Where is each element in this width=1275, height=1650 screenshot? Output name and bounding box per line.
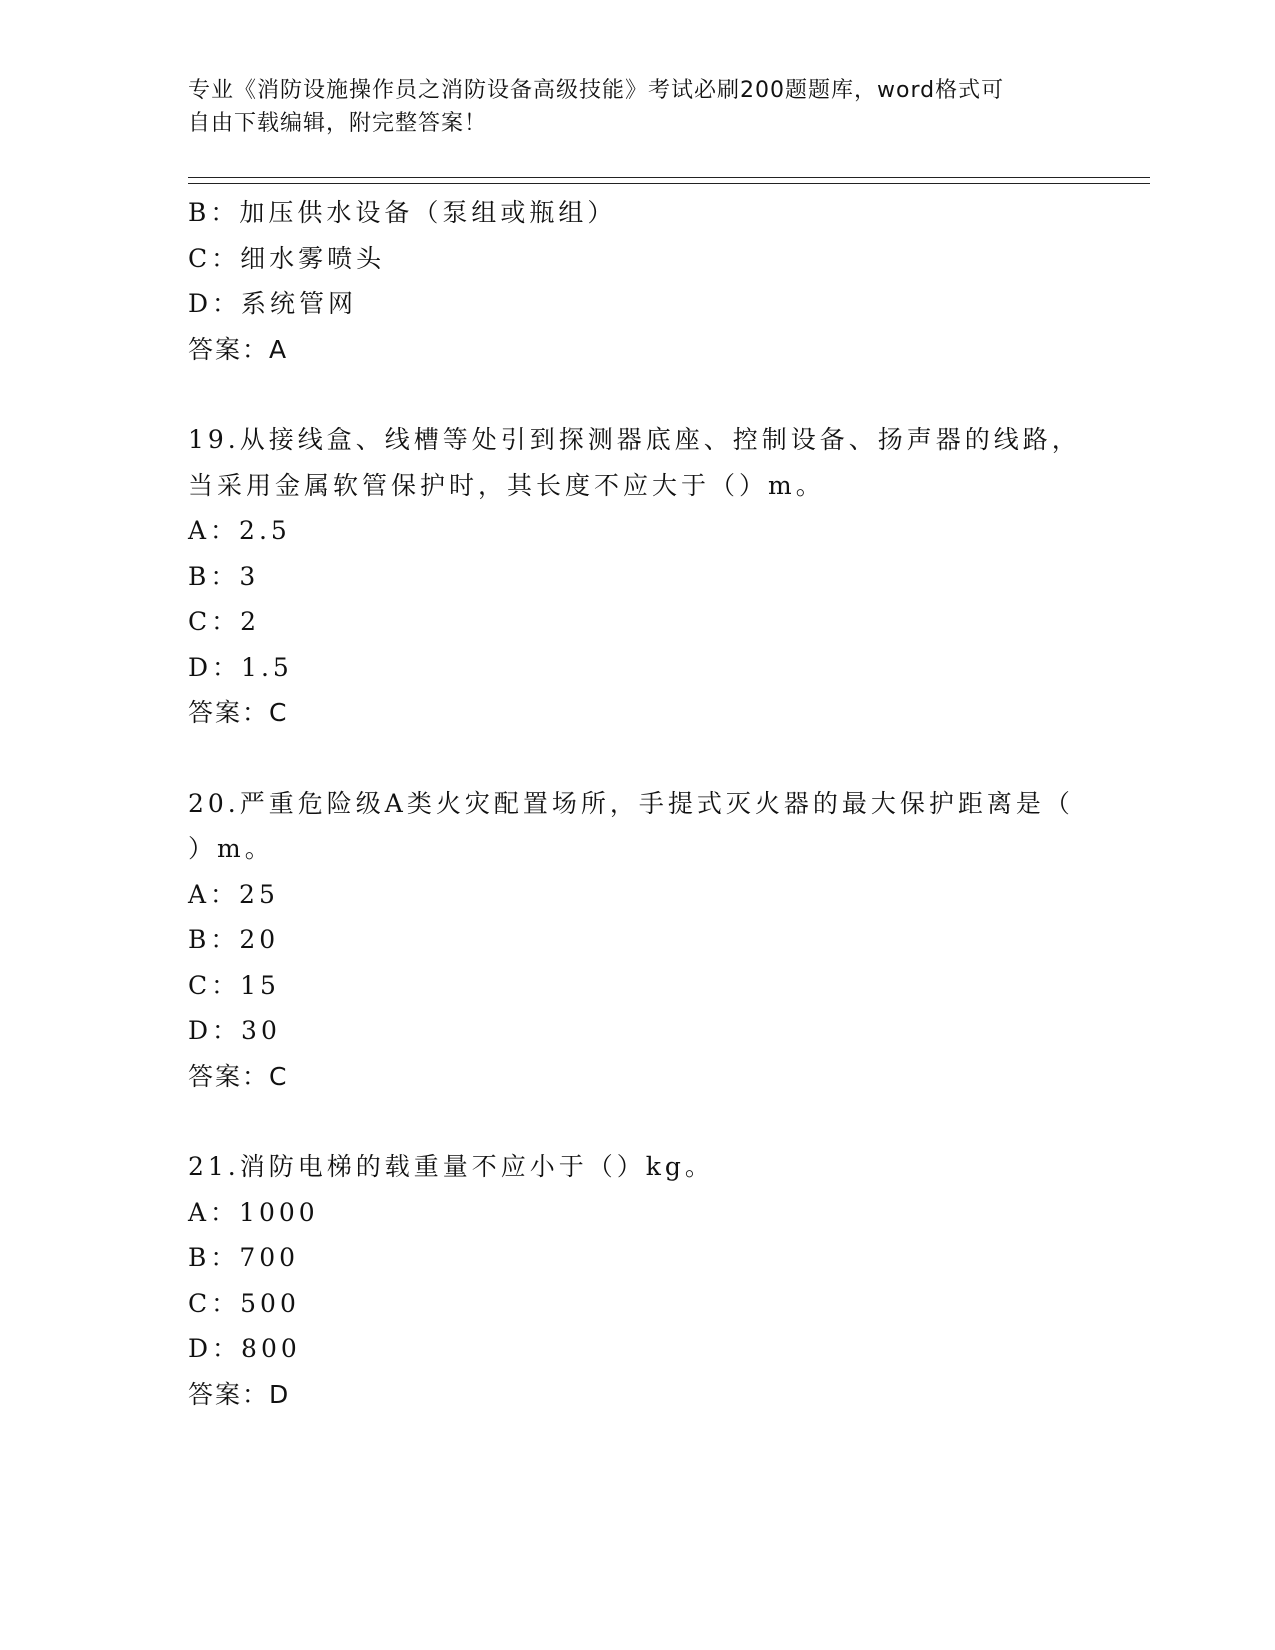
- option-d: D：30: [188, 1016, 281, 1045]
- question-19: [188, 417, 1128, 736]
- question-stem-line: 19.从接线盒、线槽等处引到探测器底座、控制设备、扬声器的线路，: [188, 425, 1081, 454]
- spacer: [188, 372, 1128, 417]
- option-c: C：2: [188, 607, 261, 636]
- question-stem-line: ）m。: [188, 834, 274, 863]
- answer-line: 答案：A: [188, 334, 289, 364]
- question-stem-line: 20.严重危险级A类火灾配置场所，手提式灭火器的最大保护距离是（: [188, 788, 1074, 818]
- option-b: B：20: [188, 925, 280, 954]
- option-b: B：3: [188, 561, 260, 591]
- answer-line: 答案：C: [188, 698, 289, 727]
- option-a: A：2.5: [188, 516, 291, 545]
- option-a: A：1000: [188, 1197, 319, 1227]
- option-d: D：系统管网: [188, 289, 358, 318]
- header-line-1: 专业《消防设施操作员之消防设备高级技能》考试必刷200题题库，word格式可: [188, 78, 1005, 103]
- document-header: [188, 74, 1088, 140]
- header-divider: [188, 177, 1150, 184]
- question-20: [188, 781, 1128, 1100]
- option-c: C：15: [188, 970, 280, 1000]
- option-c: C：细水雾喷头: [188, 243, 386, 273]
- option-b: B：加压供水设备（泵组或瓶组）: [188, 198, 617, 227]
- option-c: C：500: [188, 1288, 300, 1318]
- option-b: B：700: [188, 1243, 300, 1272]
- spacer: [188, 1099, 1128, 1144]
- option-d: D：1.5: [188, 652, 293, 682]
- header-line-2: 自由下载编辑，附完整答案！: [188, 111, 488, 136]
- question-stem-line: 21.消防电梯的载重量不应小于（）kg。: [188, 1152, 714, 1181]
- question-stem-line: 当采用金属软管保护时，其长度不应大于（）m。: [188, 470, 825, 500]
- carryover-block: [188, 190, 1128, 372]
- option-a: A：25: [188, 879, 279, 909]
- answer-line: 答案：D: [188, 1379, 291, 1409]
- answer-line: 答案：C: [188, 1061, 289, 1091]
- question-21: [188, 1144, 1128, 1417]
- option-d: D：800: [188, 1334, 301, 1363]
- spacer: [188, 736, 1128, 781]
- question-list: [188, 190, 1128, 1417]
